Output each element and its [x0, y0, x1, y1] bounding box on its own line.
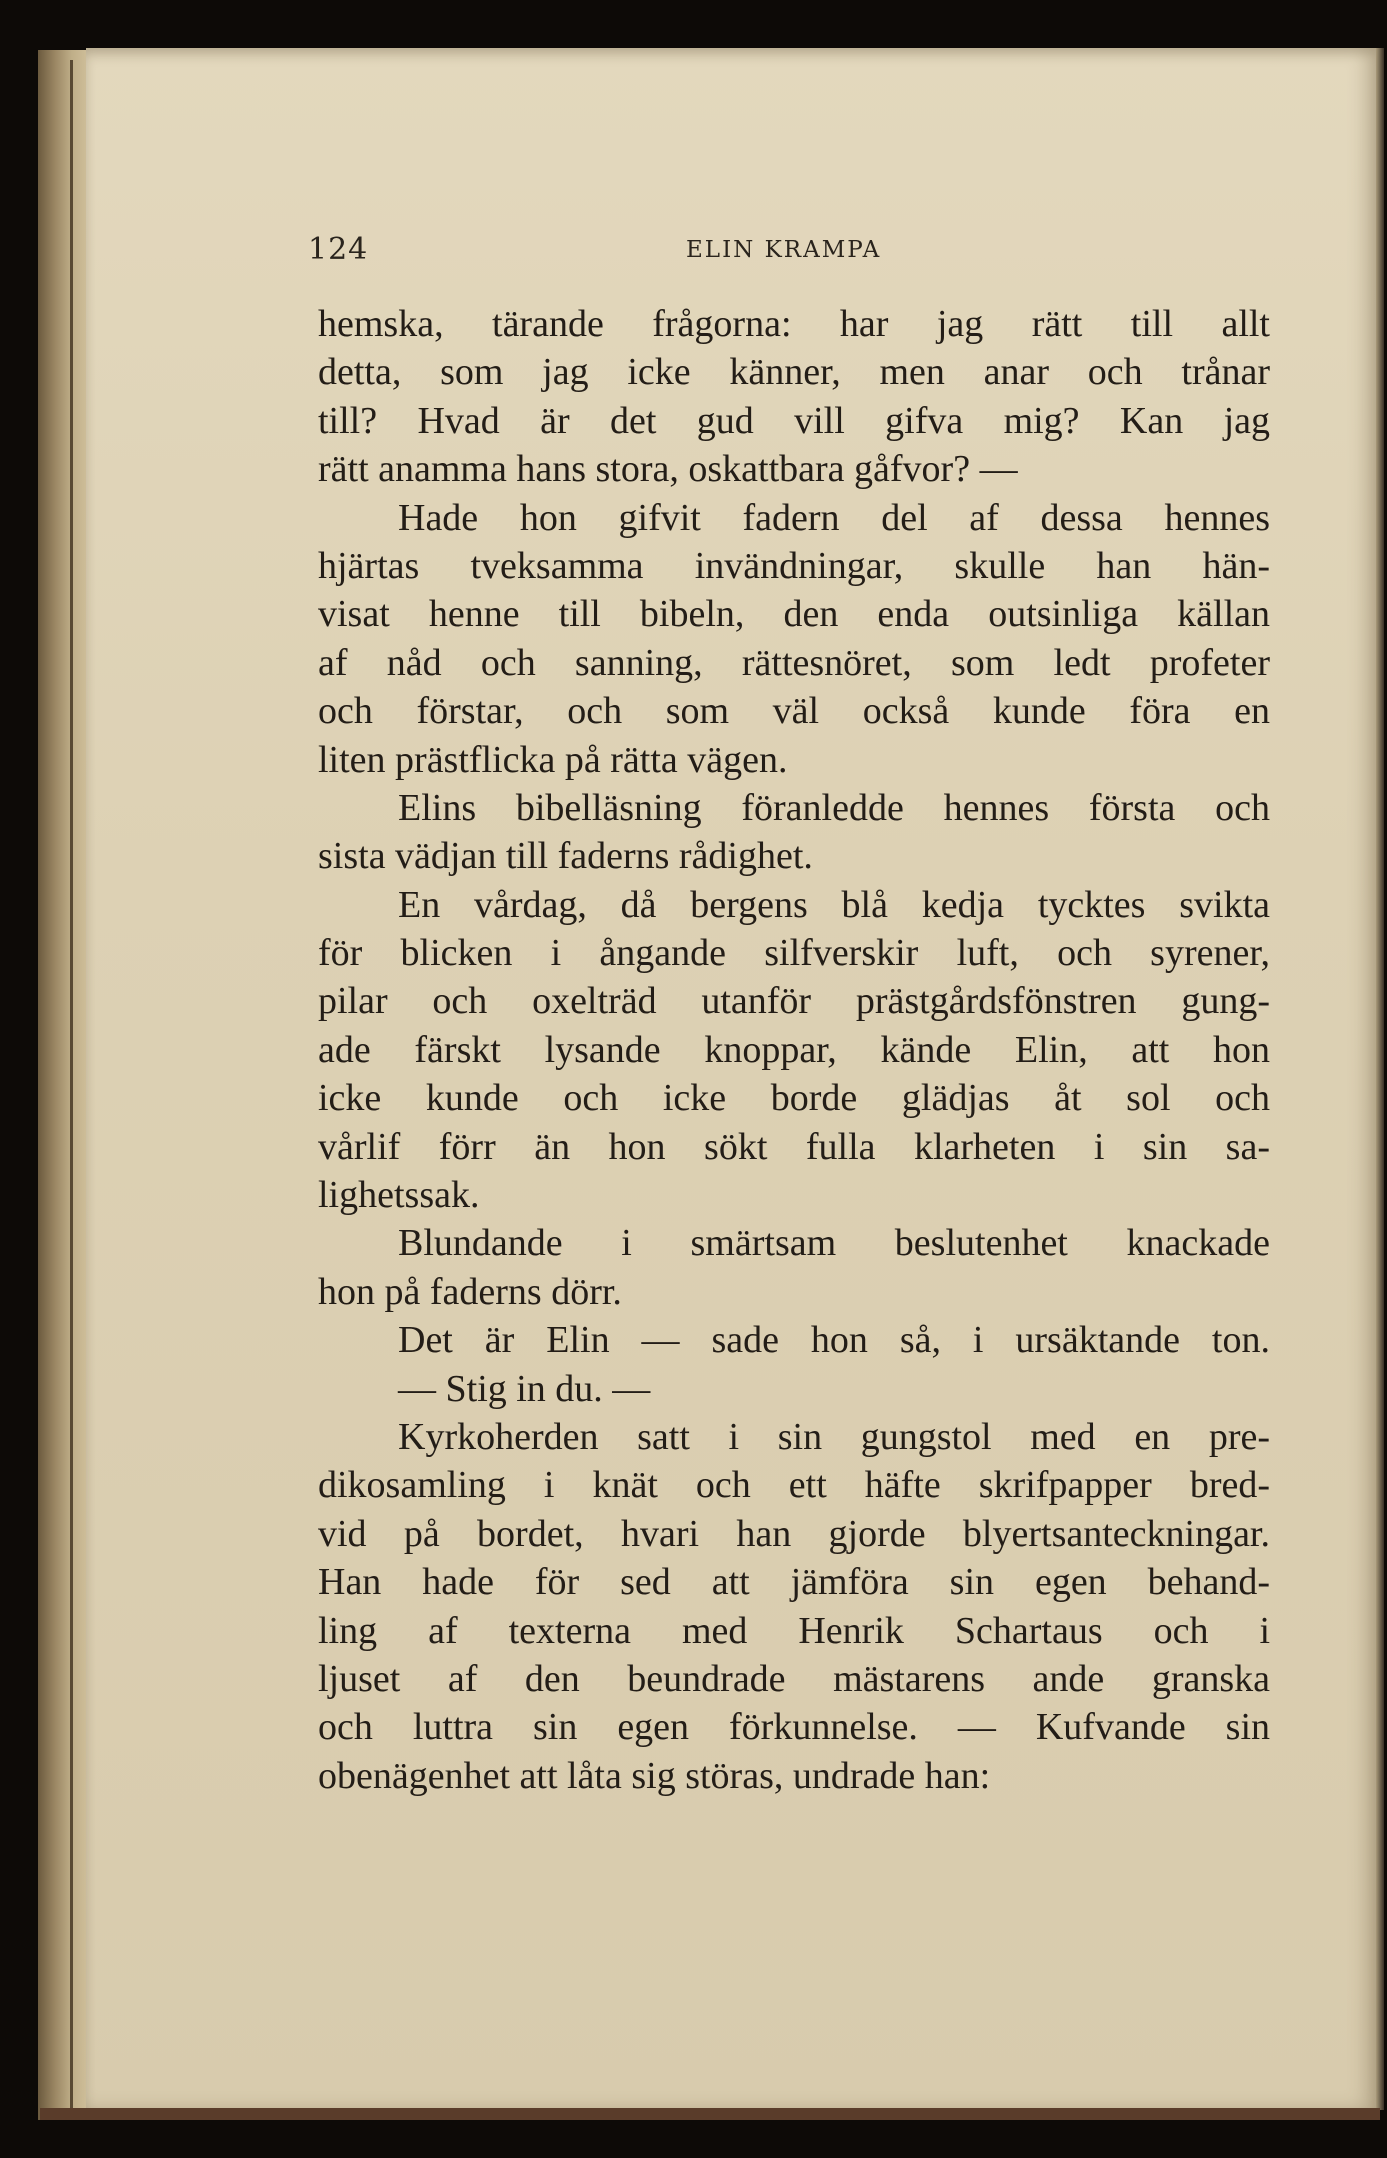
- text-line: hon på faderns dörr.: [318, 1270, 622, 1313]
- text-line: Blundande i smärtsam beslutenhet knackade: [398, 1222, 1270, 1265]
- text-line: för blicken i ångande silfverskir luft, och syrener,: [318, 932, 1270, 975]
- text-line: rätt anamma hans stora, oskattbara gåfvor? —: [318, 448, 1018, 491]
- book-bottom-edge: [40, 2108, 1380, 2120]
- text-line: ling af texterna med Henrik Schartaus och i: [318, 1609, 1270, 1652]
- text-line: icke kunde och icke borde glädjas åt sol och: [318, 1077, 1270, 1120]
- spine-fold-line: [70, 60, 73, 2110]
- text-line: sista vädjan till faderns rådighet.: [318, 835, 813, 878]
- text-line: vårlif förr än hon sökt fulla klarheten i sin sa-: [318, 1125, 1270, 1168]
- text-line: ade färskt lysande knoppar, kände Elin, att hon: [318, 1028, 1270, 1071]
- text-line: obenägenhet att låta sig störas, undrade han:: [318, 1754, 991, 1797]
- book-spine: [38, 50, 86, 2120]
- text-line: dikosamling i knät och ett häfte skrifpapper bred-: [318, 1464, 1270, 1507]
- text-line: En vårdag, då bergens blå kedja tycktes svikta: [398, 883, 1270, 926]
- text-line: till? Hvad är det gud vill gifva mig? Kan jag: [318, 399, 1270, 442]
- text-line: Hade hon gifvit fadern del af dessa hennes: [398, 496, 1270, 539]
- text-line: detta, som jag icke känner, men anar och trånar: [318, 351, 1270, 394]
- text-line: Kyrkoherden satt i sin gungstol med en pre-: [398, 1415, 1270, 1458]
- text-line: af nåd och sanning, rättesnöret, som ledt profeter: [318, 641, 1270, 684]
- page-header: [308, 232, 1308, 272]
- text-line: visat henne till bibeln, den enda outsinliga källan: [318, 593, 1270, 636]
- text-line: Det är Elin — sade hon så, i ursäktande ton.: [398, 1319, 1270, 1362]
- page-number: 124: [308, 232, 369, 267]
- text-line: Elins bibelläsning föranledde hennes första och: [398, 786, 1270, 829]
- running-title: ELIN KRAMPA: [686, 237, 882, 263]
- page-right-edge: [1376, 48, 1384, 2110]
- text-line: pilar och oxelträd utanför prästgårdsfönstren gung-: [318, 980, 1270, 1023]
- text-line: och förstar, och som väl också kunde föra en: [318, 690, 1270, 733]
- text-line: ljuset af den beundrade mästarens ande granska: [318, 1657, 1270, 1700]
- text-line: liten prästflicka på rätta vägen.: [318, 738, 788, 781]
- text-line: hemska, tärande frågorna: har jag rätt till allt: [318, 303, 1270, 345]
- text-line: lighetssak.: [318, 1174, 480, 1217]
- body-text: [318, 300, 1270, 1800]
- text-line: vid på bordet, hvari han gjorde blyertsanteckningar.: [318, 1512, 1270, 1555]
- text-line: och luttra sin egen förkunnelse. — Kufvande sin: [318, 1706, 1270, 1749]
- text-line: — Stig in du. —: [398, 1367, 651, 1410]
- text-line: Han hade för sed att jämföra sin egen behand-: [318, 1561, 1270, 1604]
- text-line: hjärtas tveksamma invändningar, skulle han hän-: [318, 544, 1270, 587]
